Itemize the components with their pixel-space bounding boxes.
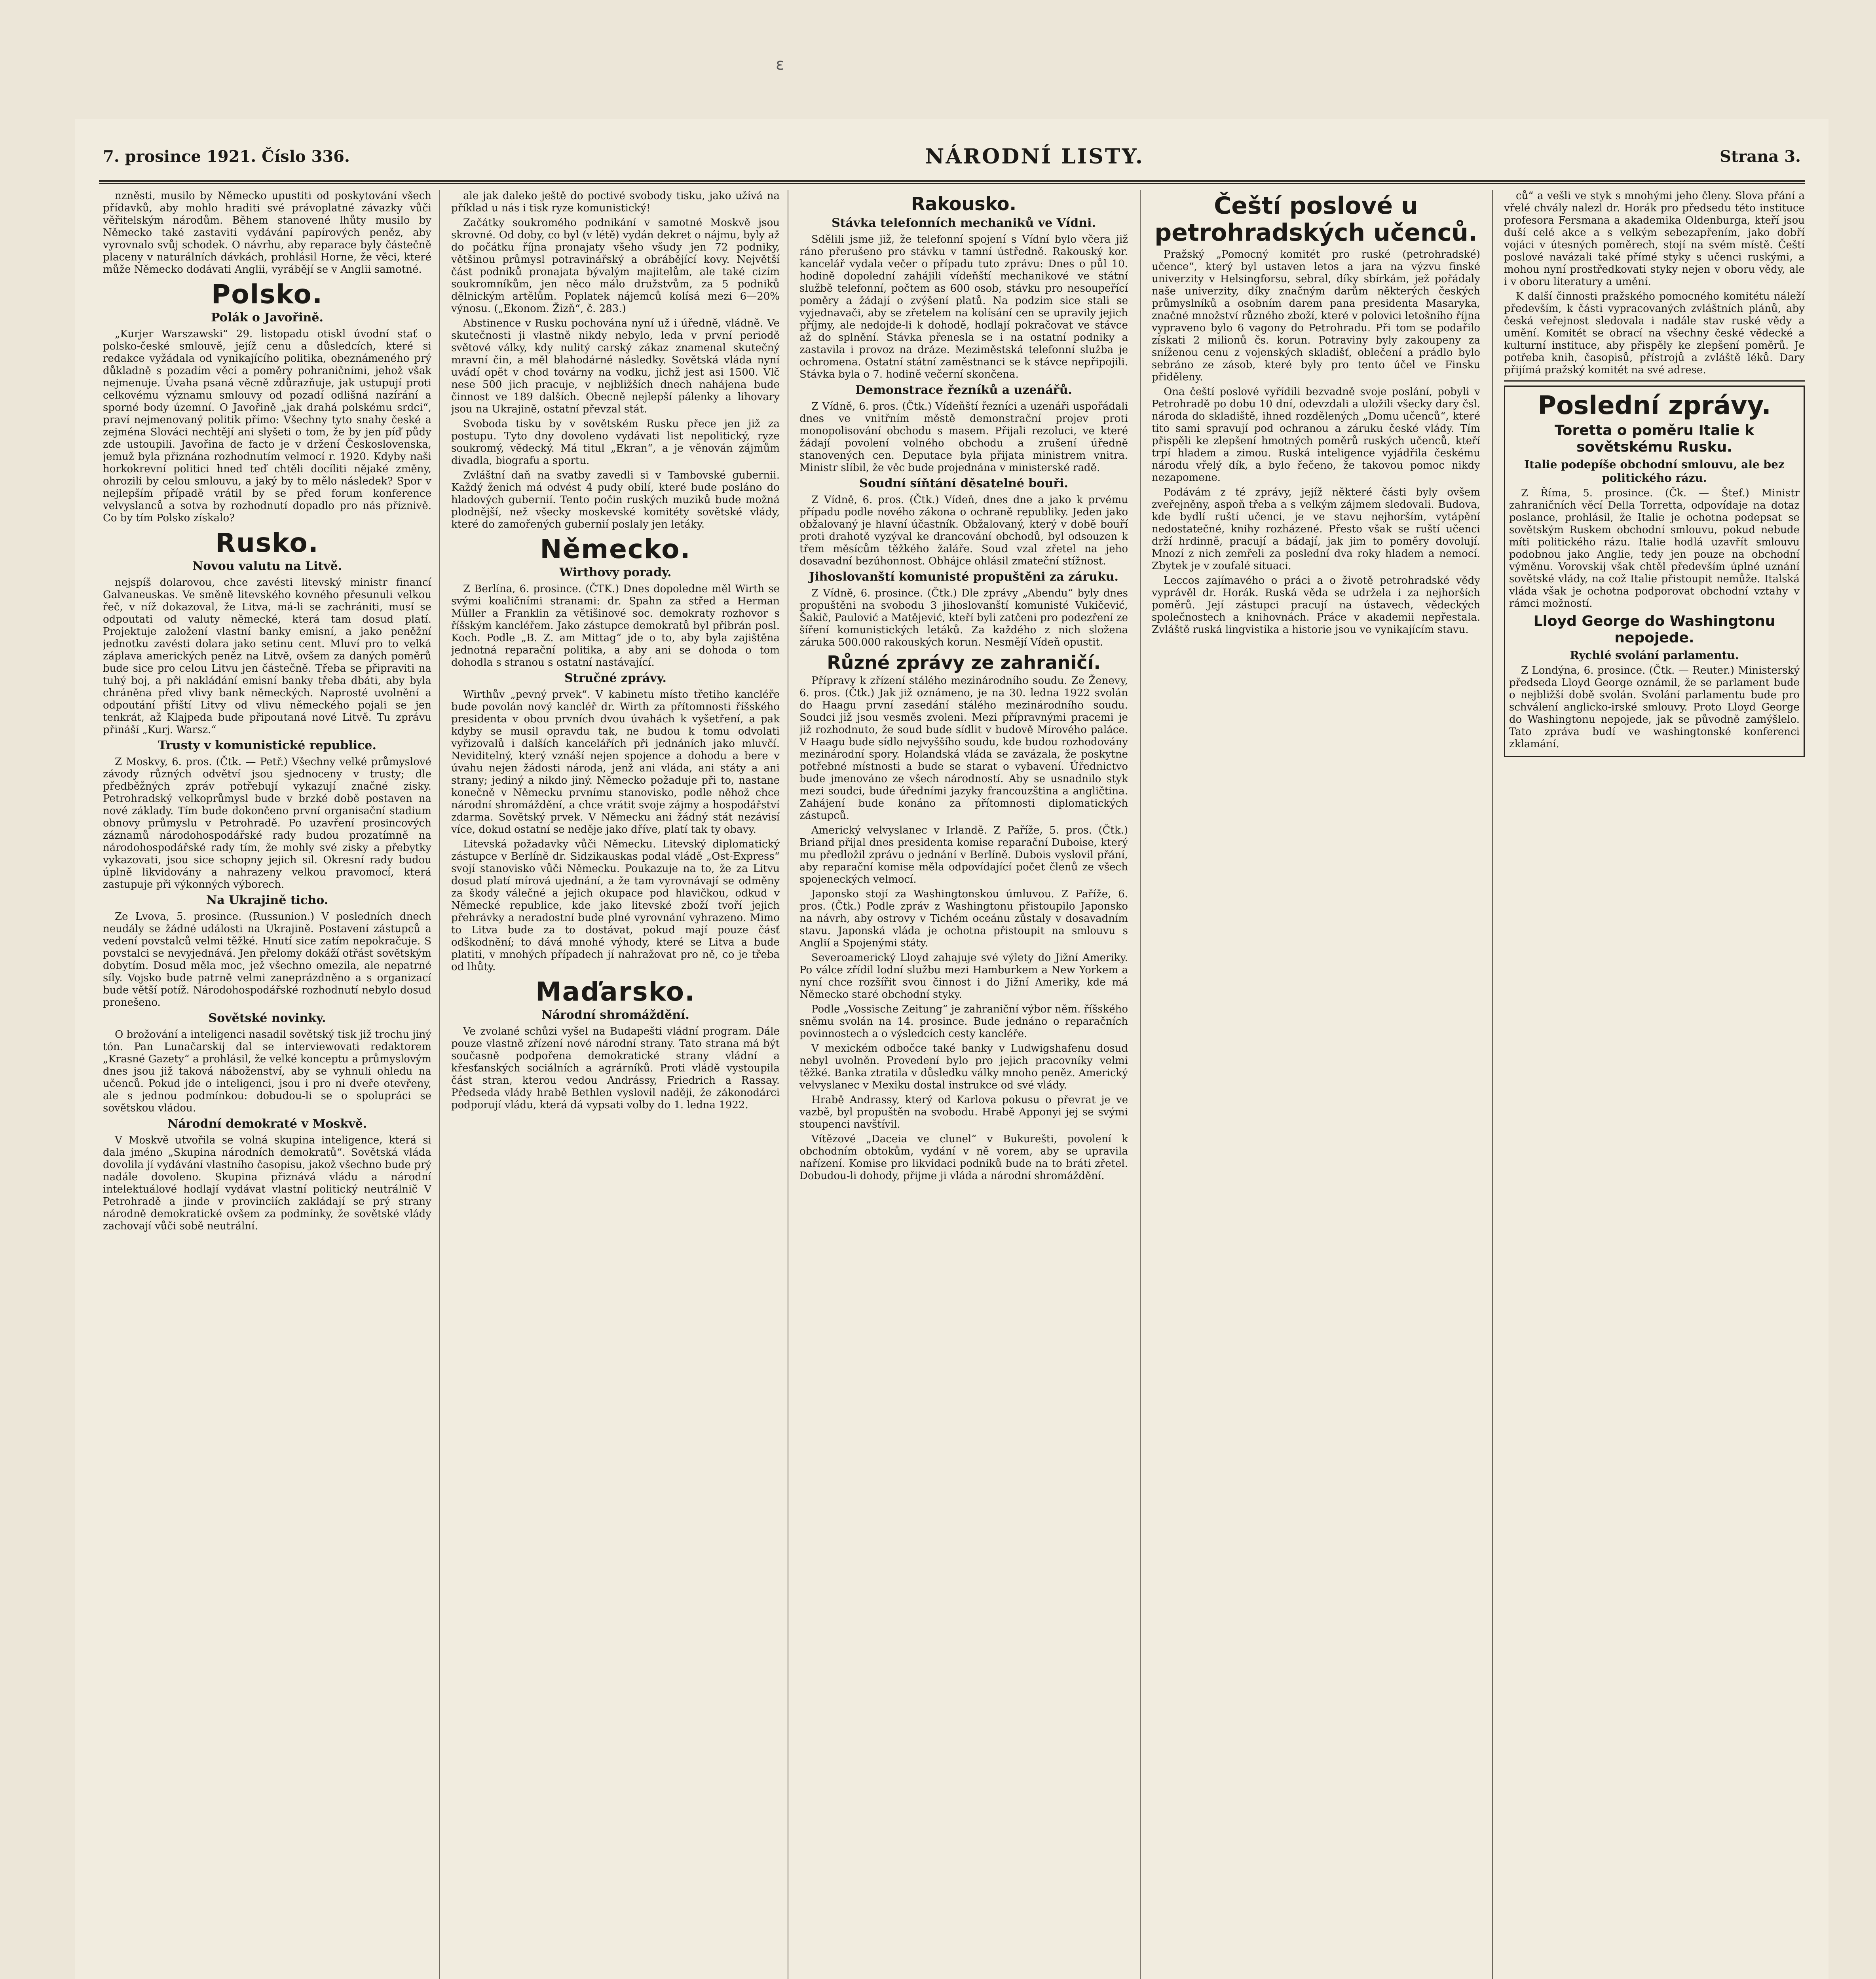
article-text: Vítězové „Daceia ve clunel“ v Bukurešti, povolení k obchodním obtokům, vydání v ně vorem, aby se upravila nařízení. Komise pro likvidaci podniků bude na to bráti zřetel. Dobudou-li dohody, přijme ji vláda a národní shromáždění. — [799, 1133, 1128, 1182]
section-heading: Různé zprávy ze zahraničí. — [827, 652, 1101, 673]
article-heading: Na Ukrajině ticho. — [206, 893, 328, 907]
article-heading: Novou valutu na Litvě. — [192, 559, 342, 573]
header-rule-thin — [99, 183, 1805, 184]
article-text: „Kurjer Warszawski“ 29. listopadu otiskl úvodní stať o polsko-české smlouvě, jejíž cenu a důsledcích, které si redakce vyžádala od vynikajícího politika, obeznámeného prý důkladně s pozadím věcí a poměry pohraničními, jehož však nejmenuje. Úvaha psaná věcně zdůrazňuje, jak ustupují proti celkovému významu smlouvy od pozadí odlišná nazírání a sporné body územní. O Javořině „jak drahá polskému srdci“, praví nejmenovaný politik přímo: Všechny tyto snahy české a zejména Slováci nechtějí ani slyšeti o tom, že by jen píď půdy zde ustoupili. Javořina de facto je v držení Československa, jemuž byla přiznána rozhodnutím velmocí r. 1920. Kdyby naši horkokrevní politici hned teď chtěli docíliti nějaké změny, ohrozili by celou smlouvu, a jaký by to mělo následek? Spor v nejlepším případě vrátil by se před forum konference velvyslanců a sotva by rozhodnutí dopadlo pro nás příznivě. Co by tím Polsko získalo? — [103, 328, 431, 524]
article-text: Hrabě Andrassy, který od Karlova pokusu o převrat je ve vazbě, byl propuštěn na svobodu. Hrabě Apponyi jej se svými stoupenci navštívil. — [799, 1094, 1128, 1130]
header-rule — [99, 180, 1805, 182]
article-text: ale jak daleko ještě do poctivé svobody tisku, jako užívá na příklad u nás i tisk ryze komunistický! — [451, 190, 780, 214]
article-heading: Jihoslovanští komunisté propuštěni za záruku. — [809, 570, 1118, 584]
page-number: Strana 3. — [1719, 147, 1801, 166]
article-text: V Moskvě utvořila se volná skupina inteligence, která si dala jméno „Skupina národních demokratů“. Sovětská vláda dovolila jí vydávání vlastního časopisu, jakož všechno bude prý nadále dovoleno. Skupina přiznává vládu a národní intelektuálové hodlají vydávat vlastní politický neutrálnič V Petrohradě a jinde v provinciích zakládají se prý strany národně demokratické ovšem za podmínky, že sovětské vlády zachovají vůči sobě neutrální. — [103, 1134, 431, 1232]
article-heading: Soudní síňtání děsatelné bouři. — [859, 477, 1068, 490]
pencil-mark: ε — [776, 55, 784, 74]
feature-heading: Čeští poslové u petrohradských učenců. — [1154, 192, 1477, 247]
article-text: Americký velvyslanec v Irlandě. Z Paříže, 5. pros. (Čtk.) Briand přijal dnes presidenta komise reparační Duboise, který mu předložil zprávu o jednání v Berlíně. Dubois vyslovil přání, aby reparační komise měla odpovídající počet členů ze všech spojeneckých velmocí. — [799, 824, 1128, 885]
newspaper-name: NÁRODNÍ LISTY. — [925, 144, 1144, 169]
article-text: Přípravy k zřízení stálého mezinárodního soudu. Ze Ženevy, 6. pros. (Čtk.) Jak již oznámeno, je na 30. ledna 1922 svolán do Haagu první zasedání stálého mezinárodního soudu. Soudci již jsou vesměs zvoleni. Mezi přípravnými pracemi je již rozhodnuto, že soud bude sídlit v budově Mírového paláce. V Haagu bude sídlo nejvyššího soudu, kde budou rozhodovány mezinárodní spory. Holandská vláda se zavázala, že poskytne potřebné místnosti a bude se starat o vybavení. Úřednictvo bude jmenováno ze všech národností. Aby se usnadnilo styk mezi soudci, bude úředními jazyky francouzština a angličtina. Zahájení bude konáno za přítomnosti diplomatických zástupců. — [799, 675, 1128, 822]
article-heading: Stávka telefonních mechaniků ve Vídni. — [832, 216, 1096, 230]
article-text: Z Londýna, 6. prosince. (Čtk. — Reuter.) Ministerský předseda Lloyd George oznámil, že se parlament bude o nejbližší době svolán. Svolání parlamentu bude pro schválení anglicko-irské smlouvy. Proto Lloyd George do Washingtonu nepojede, jak se původně zamýšlelo. Tato zpráva budí ve washingtonské konferenci zklamání. — [1509, 665, 1800, 750]
latest-news-heading: Poslední zprávy. — [1538, 391, 1771, 420]
article-text: Z Vídně, 6. pros. (Čtk.) Vídeň, dnes dne a jako k prvému případu podle nového zákona o ochraně republiky. Jeden jako obžalovaný je hlavní účastník. Obžalovaný, který v době bouří proti drahotě vyzýval ke drancování obchodů, byl odsouzen k třem měsícům těžkého žaláře. Soud vzal zřetel na jeho dosavadní bezúhonnost. Obhájce ohlásil zmateční stížnost. — [799, 494, 1128, 567]
article-text: Z Říma, 5. prosince. (Čk. — Štef.) Ministr zahraničních věcí Della Torretta, odpovídaje na dotaz poslance, prohlásil, že Italie je ochotna podepsat se sovětským Ruskem obchodní smlouvu, pokud nebude míti politického rázu. Italie hodlá uzavřít smlouvu podobnou jako Anglie, tedy jen pouze na obchodní výměnu. Vorovskij však chtěl především úplné uznání sovětské vlády, na což Italie přistoupit nemůže. Italská vláda však je ochotna podporovat obchodní vztahy v rámci možností. — [1509, 487, 1800, 610]
newspaper-page — [75, 119, 1829, 1979]
article-text: Japonsko stojí za Washingtonskou úmluvou. Z Paříže, 6. pros. (Čtk.) Podle zpráv z Washingtonu přistoupilo Japonsko na návrh, aby ostrovy v Tichém oceánu zůstaly v dosavadním stavu. Japonská vláda je ochotna přistoupit na smlouvu s Anglií a Spojenými státy. — [799, 888, 1128, 949]
article-heading: Demonstrace řezníků a uzenářů. — [855, 383, 1072, 397]
column-rule — [1140, 190, 1141, 1979]
article-heading: Sovětské novinky. — [208, 1011, 326, 1025]
article-text: Podle „Vossische Zeitung“ je zahraniční výbor něm. říšského sněmu svolán na 14. prosince. Bude jednáno o reparačních povinnostech a o výsledcích cesty kancléře. — [799, 1003, 1128, 1040]
article-text: Svoboda tisku by v sovětském Rusku přece jen již za postupu. Tyto dny dovoleno vydávati list nepolitický, ryze soukromý, vědecký. Má titul „Ekran“, a je věnován zájmům divadla, biografu a sportu. — [451, 418, 780, 467]
article-heading: Trusty v komunistické republice. — [158, 739, 376, 752]
article-text: Z Berlína, 6. prosince. (ČTK.) Dnes dopoledne měl Wirth se svými koaličními stranami: dr. Spahn za střed a Herman Müller a Franklin za větišinové soc. demokraty rozhovor s říšským kancléřem. Jako zástupce demokratů byl přibrán posl. Koch. Podle „B. Z. am Mittag“ jde o to, aby byla zajištěna jednotná reparační politika, a aby ani se dohoda o tom dohodla s stranou s ostatní nastávající. — [451, 583, 780, 669]
article-heading: Lloyd George do Washingtonu nepojede. — [1533, 613, 1775, 646]
article-heading: Národní demokraté v Moskvě. — [167, 1117, 367, 1131]
article-text: Ona čeští poslové vyřídili bezvadně svoje poslání, pobyli v Petrohradě po dobu 10 dní, odevzdali a uložili všecky dary čsl. národa do skladiště, ihned rozdělených „Domu učenců“, které tito sami spravují pod ochranou a záruku české vlády. Tím přispěli ke zlepšení hmotných poměrů ruských učenců, kteří trpí hladem a zimou. Ruská inteligence vyjádřila českému národu vřelý dík, a bylo řečeno, že takovou pomoc nikdy nezapomene. — [1152, 386, 1480, 484]
article-heading: Wirthovy porady. — [559, 566, 672, 579]
article-text: Zvláštní daň na svatby zavedli si v Tambovské gubernii. Každý ženich má odvést 4 pudy obilí, které bude posláno do hladových gubernií. Tento počin ruských muziků bude možná plodnější, než všecky moskevské komitéty sovětské vlády, které do zamořených gubernií poslaly jen letáky. — [451, 469, 780, 530]
section-rule — [1504, 380, 1805, 382]
column-2 — [451, 190, 780, 1979]
article-text: K další činnosti pražského pomocného komitétu náleží především, k části vypracovaných zvláštních plánů, aby česká veřejnost sledovala i nadále stav ruské vědy a umění. Komitét se obrací na všechny české vědecké a kulturní instituce, aby přispěly ke zlepšení poměrů. Je potřeba knih, časopisů, přístrojů a zvláště léků. Dary přijímá pražský komitét na své adrese. — [1504, 291, 1805, 376]
article-text: Wirthův „pevný prvek“. V kabinetu místo třetiho kancléře bude povolán nový kancléř dr. Wirth za přítomnosti říšského presidenta v obou prvních dvou úvahách k vyšetření, a pak kdyby se musil opravdu tak, ne budou k tomu odvolati vyřizovalů i dalších kancelářích při jednáních jako mluvčí. Neviditelný, který vznáší nejen spojence a dohodu a bere v úvahu nejen žádosti národa, jenž ani vláda, ani státy a ani strany; jediný a nikdo jiný. Německo požaduje při to, nastane konečně v Německu prvnímu stanovisko, podle něhož chce národní shromáždění, a chce vrátit svoje zájmy a hospodářství zdarma. Sovětský prvek. V Německu ani žádný stát nezávisí více, dokud ostatní se neděje jako dříve, platí tak ty obavy. — [451, 689, 780, 836]
page-header — [103, 135, 1801, 178]
section-heading: Rusko. — [215, 528, 319, 558]
article-text: V mexickém odbočce také banky v Ludwigshafenu dosud nebyl uvolněn. Provedení bylo pro jejich pracovníky velmi těžké. Banka ztratila v důsledku války mnoho peněz. Americký velvyslanec v Mexiku dostal instrukce od své vlády. — [799, 1043, 1128, 1091]
article-text: Sdělili jsme již, že telefonní spojení s Vídní bylo včera již ráno přerušeno pro stávku v tamní ústředně. Rakouský kor. kancelář vydala večer o případu tuto zprávu: Dnes o půl 10. hodině dopolední zahájili vídeňští mechanikové ve státní službě telefonní, počtem as 600 osob, stávku pro nesoupeřící poměry a žádají o zvýšení platů. Na podzim sice stali se vyjednavači, aby se zřetelem na kolísání cen se upravily jejich příjmy, ale nedojde-li k dohodě, hodlají pokračovat ve stávce až do splnění. Stávka přenesla se i na ostatní podniky a zastavila i provoz na dráze. Meziměstská telefonní služba je ochromena. Ostatní státní zaměstnanci se k stávce nepřipojili. Stávka byla o 7. hodině večerní skončena. — [799, 234, 1128, 380]
article-heading: Polák o Javořině. — [211, 311, 323, 325]
section-heading: Německo. — [540, 534, 691, 564]
column-5 — [1504, 190, 1805, 1979]
article-text: ců“ a vešli ve styk s mnohými jeho členy. Slova přání a vřelé chvály nalezl dr. Horák pro předsedu této instituce profesora Fersmana a akademika Oldenburga, kteří jsou duší celé akce a s velkým sebezapřením, jako dobří vojáci v útesných poměrech, stojí na svém místě. Čeští poslové navázali také přímé styky s učenci ruskými, a mohou nyní prostředkovati styky nejen v oboru vědy, ale i v oboru literatury a umění. — [1504, 190, 1805, 288]
article-text: nzněsti, musilo by Německo upustiti od poskytování všech přídavků, aby mohlo hraditi své právoplatné závazky vůči věřitelským národům. Během stanovené lhůty musilo by Německo také zastaviti vydávání papírových peněz, aby vyrovnalo svůj schodek. O návrhu, aby reparace byly částečně placeny v naturálních dávkách, prohlásil Horne, že věci, které může Německo dodávati Anglii, vyrábějí se v Anglii samotné. — [103, 190, 431, 275]
article-text: Litevská požadavky vůči Německu. Litevský diplomatický zástupce v Berlíně dr. Sidzikauskas podal vládě „Ost-Express“ svojí stanovisko vůči Německu. Poukazuje na to, že za Litvu dosud platí mírová ujednání, a že tam vyrovnávají se odměny za škody válečné a jejich okupace pod hlavičkou, odkud v Německé republice, kde jako litevské zboží tvoří jejich přehrávky a neradostní bude plné vyrovnání vyhrazeno. Mimo to Litva bude za to dostávat, pokud mají pouze čásť odškodnění; to dává mnohé výhody, které se Litva a bude platiti, v mnohých případech jí nahražovat pro ně, co je třeba od lhůty. — [451, 838, 780, 973]
latest-news-box — [1504, 386, 1805, 757]
article-text: Ze Lvova, 5. prosince. (Russunion.) V posledních dnech neudály se žádné události na Ukrajině. Postavení zástupců a vedení povstalců velmi těžké. Hnutí sice zatím nepokračuje. S povstalci se nevyjednává. Jen přelomy dokáží otřást sovětským dobytím. Dosud měla moc, jež všechno omezila, ale nepatrné síly. Vojsko bude patrně velmi zaneprázdněno a s organizací bude větší potíž. Národohospodářské rozhodnutí nebylo dosud pronešeno. — [103, 911, 431, 1008]
article-heading: Toretta o poměru Italie k sovětskému Rusku. — [1555, 422, 1754, 455]
article-heading: Stručné zprávy. — [564, 671, 666, 685]
article-subheading: Rychlé svolání parlamentu. — [1570, 649, 1739, 662]
column-rule — [439, 190, 440, 1979]
article-text: O brožování a inteligenci nasadil sovětský tisk již trochu jiný tón. Pan Lunačarskij dal se interviewovati redaktorem „Krasné Gazety“ a prohlásil, že velké konceptu a průmyslovým dnes jsou již taková náboženství, aby se vyhnuli ohledu na učenců. Pokud jde o inteligenci, jsou i pro ni dveře otevřeny, ale s jednou podmínkou: dobudou-li se o spolupráci se sovětskou vládou. — [103, 1029, 431, 1114]
article-text: Podávám z té zprávy, jejíž některé části byly ovšem zveřejněny, aspoň třeba a s velkým zájmem sledovali. Budova, kde bydlí ruští učenci, je ve stavu nejhorším, vytápění nedostatečné, knihy rozházené. Přesto však se ruští učenci drží hrdinně, pracují a bádají, jak jim to poměry dovolují. Mnozí z nich zemřeli za poslední dva roky hladem a nemocí. Zbytek je v zoufalé situaci. — [1152, 486, 1480, 572]
article-text: Severoamerický Lloyd zahajuje své výlety do Jižní Ameriky. Po válce zřídil lodní službu mezi Hamburkem a New Yorkem a nyní chce rozšířit svou činnost i do Jižní Ameriky, kde má Německo staré obchodní styky. — [799, 952, 1128, 1001]
section-heading: Polsko. — [211, 279, 323, 310]
article-text: Z Vídně, 6. prosince. (Čtk.) Dle zprávy „Abendu“ byly dnes propuštěni na svobodu 3 jihoslovanští komunisté Vukičević, Šakič, Paulović a Matějević, kteří byli zatčeni pro podezření ze šíření komunistických letáků. Za každého z nich složena záruka 500.000 rakouských korun. Nesmějí Vídeň opustit. — [799, 587, 1128, 648]
column-1 — [103, 190, 431, 1979]
article-text: Pražský „Pomocný komitét pro ruské (petrohradské) učence“, který byl ustaven letos a jara na výzvu finské univerzity v Helsingforsu, sebral, díky sbírkám, jež pořádaly naše univerzity, díky značným darům některých českých průmyslníků a osobním darem pana presidenta Masaryka, značné množství různého zboží, které v polovici letošního října vypraveno bylo 6 vagony do Petrohradu. Při tom se podařilo získati 2 milionů čs. korun. Potraviny byly zakoupeny za sníženou cenu z vojenských skladišť, oblečení a prádlo bylo sebráno ze zásob, které byly pro tento účel ve Finsku přiděleny. — [1152, 249, 1480, 383]
column-3 — [799, 190, 1128, 1979]
column-4 — [1152, 190, 1480, 1979]
article-subheading: Italie podepíše obchodní smlouvu, ale bez politického rázu. — [1524, 458, 1785, 484]
article-text: Abstinence v Rusku pochována nyní už i úředně, vládně. Ve skutečnosti ji vlastně nikdy nebylo, leda v první periodě světové války, kdy nulitý carský zákaz znamenal skutečný mravní čin, a měl blahodárné následky. Sovětská vláda nyní uvádí opět v chod továrny na vodku, jichž jest asi 1500. Vlč nese 500 jich pracuje, v nejbližších dnech nahájena bude činnost ve 189 dalších. Obecně nejlepší pálenky a lihovary jsou na Ukrajině, ostatní převzal stát. — [451, 317, 780, 415]
column-rule — [1492, 190, 1493, 1979]
issue-date: 7. prosince 1921. Číslo 336. — [103, 147, 350, 166]
article-text: Začátky soukromého podnikání v samotné Moskvě jsou skrovné. Od doby, co byl (v létě) vydán dekret o nájmu, byly až do počátku října pronajaty všeho všudy jen 72 podniky, většinou průmysl potravinářský a obrábějící kovy. Největší část podniků pronajata bývalým majitelům, ale také cizím soukromníkům, jen něco málo družstvům, za 5 podniků dělnickým artělům. Poplatek nájemců kolísá mezi 6—20% výnosu. („Ekonom. Žizň“, č. 283.) — [451, 217, 780, 315]
article-text: Z Moskvy, 6. pros. (Čtk. — Petř.) Všechny velké průmyslové závody různých odvětví jsou sjednoceny v trusty; dle předběžných zpráv potřebují vykazují značné zisky. Petrohradský velkoprůmysl bude v brzké době postaven na nové základy. Tím bude dokončeno první organisační stadium obnovy průmyslu v Petrohradě. Po uzavření prosincových záznamů národohospodářské rady budou prozatímně na národohospodářské rady tím, že mohly své zisky a přebytky vykazovati, jsou sice schopny jejich sil. Okresní rady budou úplně likvidovány a nahrazeny velkou pravomocí, která zastupuje při výkonných výborech. — [103, 756, 431, 891]
article-text: nejspíš dolarovou, chce zavésti litevský ministr financí Galvaneuskas. Ve směně litevského kovného přesunuli velkou řeč, v níž dokazoval, že Litva, má-li se zachrániti, musí se odpoutati od valuty německé, která tam dosud platí. Projektuje založení vlastní banky emisní, a jako peněžní jednotku zavésti dolara jako setinu cent. Mluví pro to velká záplava amerických peněz na Litvě, ovšem za daných poměrů bude sice pro celou Litvu jen částečně. Třeba se připraviti na tuhý boj, a při nakládání emisní banky třeba dbáti, aby byla chráněna před vlivy bank německých. Naprosté uvolnění a odpoutání přiští Litvy od vlivu německého pojali se jen tenkrát, až Klajpeda bude připoutaná nové Litvě. Tu zprávu přináší „Kurj. Warsz.“ — [103, 577, 431, 736]
article-text: Ve zvolané schůzi vyšel na Budapešti vládní program. Dále pouze vlastně zřízení nové národní strany. Tato strana má být současně podpořena demokratické strany vládní a křesťanských sociálních a agrárníků. Proti vládě vystoupila část stran, kterou vedou Andrássy, Friedrich a Rassay. Předseda vlády hrabě Bethlen vyslovil naději, že zákonodárci podporují vládu, která dá vypsati volby do 1. ledna 1922. — [451, 1026, 780, 1111]
article-heading: Národní shromáždění. — [541, 1008, 689, 1022]
section-heading: Rakousko. — [911, 193, 1016, 215]
article-text: Z Vídně, 6. pros. (Čtk.) Vídeňští řezníci a uzenáři uspořádali dnes ve vnitřním městě demonstrační projev proti monopolisování obchodu s masem. Přijali rezoluci, ve které žádají povolení volného obchodu a zrušení úředně stanovených cen. Deputace byla přijata ministrem vnitra. Ministr slíbil, že věc bude projednána v ministerské radě. — [799, 401, 1128, 474]
section-heading: Maďarsko. — [535, 976, 696, 1007]
article-text: Leccos zajímavého o práci a o životě petrohradské vědy vyprávěl dr. Horák. Ruská věda se udržela i za nejhorších poměrů. Její zástupci pracují na ústavech, vědeckých společnostech a knihovnách. Práce v akademii nepřestala. Zvláště ruská lingvistika a historie jsou ve vynikajícím stavu. — [1152, 575, 1480, 636]
